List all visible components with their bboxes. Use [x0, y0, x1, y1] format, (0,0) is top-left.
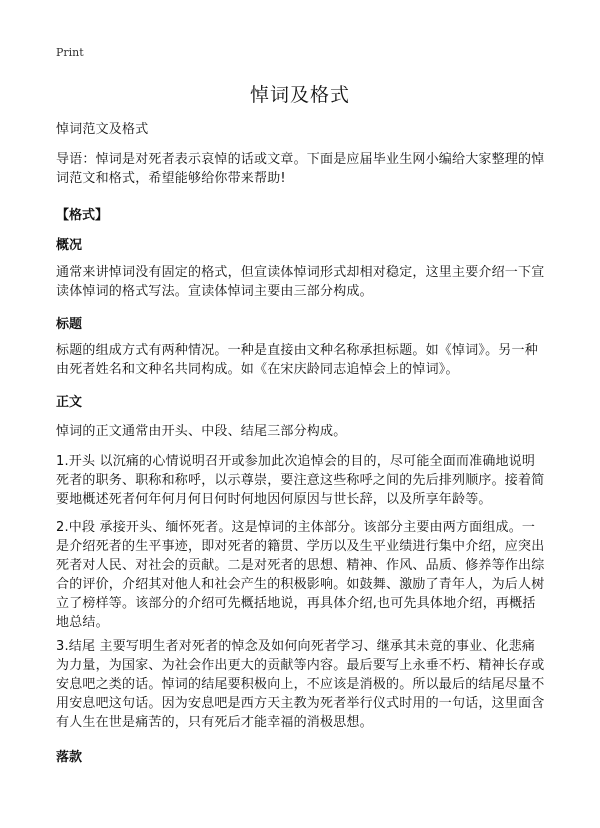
intro-paragraph: 导语：悼词是对死者表示哀悼的话或文章。下面是应届毕业生网小编给大家整理的悼词范文和格式，希望能够给你带来帮助!	[56, 152, 545, 186]
section-format-heading: 【格式】	[56, 208, 109, 223]
document-subtitle: 悼词范文及格式	[56, 122, 149, 137]
body-ending-paragraph: 3.结尾 主要写明生者对死者的悼念及如何向死者学习、继承其未竟的事业、化悲痛为力量，为国家、为社会作出更大的贡献等内容。最后要写上永垂不朽、精神长存或安息吧之类的话。悼词的结尾要积极向上，不应该是消极的。所以最后的结尾尽量不用安息吧这句话。因为安息吧是西方天主教为死者举行仪式时用的一句话，这里面含有人生在世是痛苦的，只有死后才能幸福的消极思想。	[56, 639, 545, 730]
overview-heading: 概况	[56, 238, 83, 253]
title-heading: 标题	[56, 317, 83, 332]
title-paragraph: 标题的组成方式有两种情况。一种是直接由文种名称承担标题。如《悼词》。另一种由死者姓名和文种名共同构成。如《在宋庆龄同志追悼会上的悼词》。	[56, 343, 538, 377]
overview-paragraph: 通常来讲悼词没有固定的格式，但宣读体悼词形式却相对稳定，这里主要介绍一下宣读体悼词的格式写法。宣读体悼词主要由三部分构成。	[56, 265, 545, 299]
signature-heading: 落款	[56, 750, 83, 765]
body-heading: 正文	[56, 395, 83, 410]
body-opening-paragraph: 1.开头 以沉痛的心情说明召开或参加此次追悼会的目的，尽可能全面而准确地说明死者的职务、职称和称呼，以示尊崇，要注意这些称呼之间的先后排列顺序。接着简要地概述死者何年何月何日何时何地因何原因与世长辞，以及所享年龄等。	[56, 454, 545, 507]
body-middle-paragraph: 2.中段 承接开头、缅怀死者。这是悼词的主体部分。该部分主要由两方面组成。一是介绍死者的生平事迹，即对死者的籍贯、学历以及生平业绩进行集中介绍，应突出死者对人民、对社会的贡献。二是对死者的思想、精神、作风、品质、修养等作出综合的评价，介绍其对他人和社会产生的积极影响。如鼓舞、激励了青年人，为后人树立了榜样等。该部分的介绍可先概括地说，再具体介绍,也可先具体地介绍，再概括地总结。	[56, 520, 545, 630]
print-label[interactable]: Print	[56, 46, 84, 59]
page-title: 悼词及格式	[249, 84, 350, 106]
body-intro-paragraph: 悼词的正文通常由开头、中段、结尾三部分构成。	[56, 424, 347, 439]
